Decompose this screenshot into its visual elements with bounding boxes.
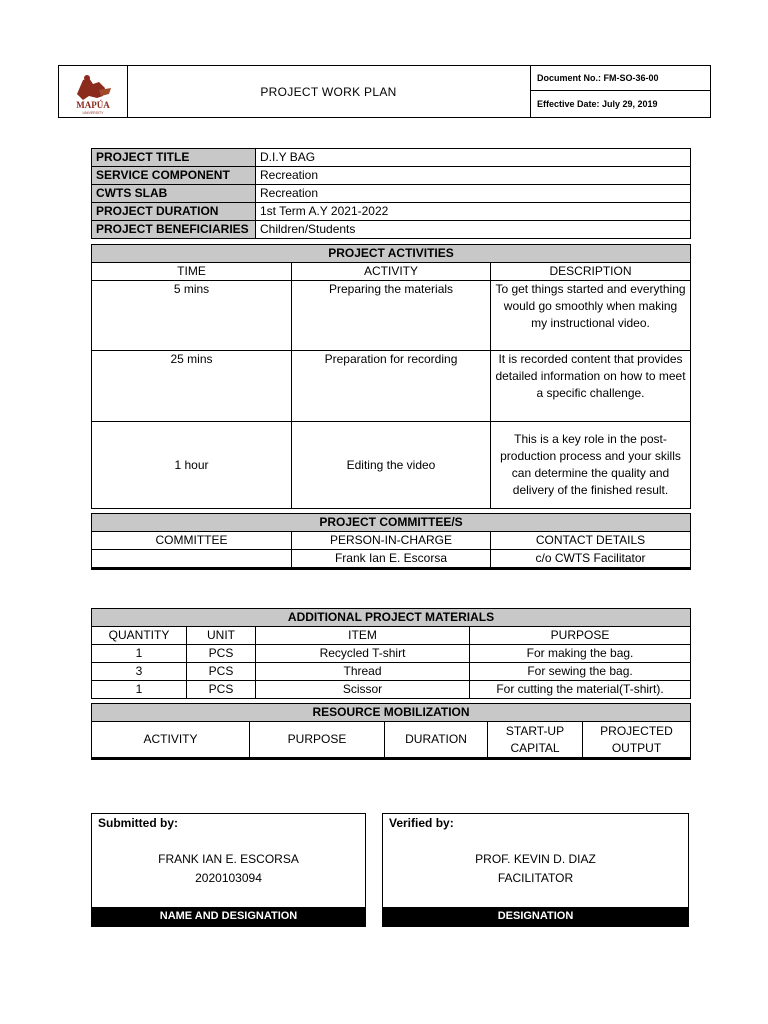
committee-header-committee: COMMITTEE xyxy=(92,532,292,550)
committee-person: Frank Ian E. Escorsa xyxy=(292,550,491,568)
info-label: CWTS SLAB xyxy=(92,185,256,203)
info-value: 1st Term A.Y 2021-2022 xyxy=(256,203,691,221)
resources-header-activity: ACTIVITY xyxy=(92,722,250,758)
submitted-by-box xyxy=(91,813,366,927)
materials-header-unit: UNIT xyxy=(187,627,256,645)
activities-title: PROJECT ACTIVITIES xyxy=(92,245,691,263)
verifier-name: PROF. KEVIN D. DIAZ xyxy=(475,852,596,866)
info-row xyxy=(92,149,691,167)
material-purpose: For cutting the material(T-shirt). xyxy=(470,681,691,699)
material-quantity: 1 xyxy=(92,645,187,663)
table-row xyxy=(92,645,691,663)
resources-header-capital: START-UP CAPITAL xyxy=(488,722,583,758)
page-title: PROJECT WORK PLAN xyxy=(260,84,397,99)
table-row xyxy=(92,281,691,351)
materials-header-quantity: QUANTITY xyxy=(92,627,187,645)
material-purpose: For making the bag. xyxy=(470,645,691,663)
project-info-table xyxy=(91,148,691,239)
materials-header-purpose: PURPOSE xyxy=(470,627,691,645)
resources-header-duration: DURATION xyxy=(385,722,488,758)
verified-by-box xyxy=(382,813,689,927)
info-value: Recreation xyxy=(256,185,691,203)
mapua-logo-icon xyxy=(59,66,127,117)
committee-header-contact: CONTACT DETAILS xyxy=(491,532,691,550)
table-row xyxy=(92,569,691,570)
material-purpose: For sewing the bag. xyxy=(470,663,691,681)
effective-date: Effective Date: July 29, 2019 xyxy=(537,99,658,109)
info-row xyxy=(92,221,691,239)
material-item: Scissor xyxy=(256,681,470,699)
material-quantity: 1 xyxy=(92,681,187,699)
activities-header-time: TIME xyxy=(92,263,292,281)
materials-header-item: ITEM xyxy=(256,627,470,645)
activity-description: This is a key role in the post-production process and your skills can determine the quality and delivery of the finished result. xyxy=(491,422,691,509)
activity-time: 5 mins xyxy=(92,281,292,351)
info-row xyxy=(92,167,691,185)
resources-header-output: PROJECTED OUTPUT xyxy=(583,722,691,758)
activity-name: Preparing the materials xyxy=(292,281,491,351)
activity-time: 1 hour xyxy=(92,422,292,509)
document-header xyxy=(58,65,711,118)
table-row xyxy=(92,351,691,422)
material-unit: PCS xyxy=(187,681,256,699)
submitter-id: 2020103094 xyxy=(195,871,262,885)
material-item: Recycled T-shirt xyxy=(256,645,470,663)
info-label: SERVICE COMPONENT xyxy=(92,167,256,185)
committee-title: PROJECT COMMITTEE/S xyxy=(92,514,691,532)
submitted-footer: NAME AND DESIGNATION xyxy=(92,907,365,926)
svg-text:UNIVERSITY: UNIVERSITY xyxy=(82,111,104,115)
material-quantity: 3 xyxy=(92,663,187,681)
activities-table xyxy=(91,244,691,509)
materials-table xyxy=(91,608,691,699)
activity-name: Preparation for recording xyxy=(292,351,491,422)
logo-cell xyxy=(59,66,128,117)
materials-title: ADDITIONAL PROJECT MATERIALS xyxy=(92,609,691,627)
svg-text:MAPÚA: MAPÚA xyxy=(76,100,110,110)
activity-description: To get things started and everything would go smoothly when making my instructional video. xyxy=(491,281,691,351)
info-value: Children/Students xyxy=(256,221,691,239)
table-row xyxy=(92,550,691,568)
submitted-by-label: Submitted by: xyxy=(98,816,178,830)
submitter-name: FRANK IAN E. ESCORSA xyxy=(158,852,299,866)
material-item: Thread xyxy=(256,663,470,681)
info-label: PROJECT TITLE xyxy=(92,149,256,167)
info-row xyxy=(92,203,691,221)
activity-name: Editing the video xyxy=(292,422,491,509)
table-row xyxy=(92,422,691,509)
committee-table xyxy=(91,513,691,570)
info-value: D.I.Y BAG xyxy=(256,149,691,167)
activities-header-activity: ACTIVITY xyxy=(292,263,491,281)
resources-table xyxy=(91,703,691,760)
committee-header-person: PERSON-IN-CHARGE xyxy=(292,532,491,550)
table-row xyxy=(92,663,691,681)
material-unit: PCS xyxy=(187,645,256,663)
activity-description: It is recorded content that provides detailed information on how to meet a specific challenge. xyxy=(491,351,691,422)
info-value: Recreation xyxy=(256,167,691,185)
document-number: Document No.: FM-SO-36-00 xyxy=(531,66,711,91)
verifier-role: FACILITATOR xyxy=(497,871,574,885)
committee-name xyxy=(92,550,292,568)
table-row xyxy=(92,681,691,699)
verified-by-label: Verified by: xyxy=(389,816,454,830)
activities-header-description: DESCRIPTION xyxy=(491,263,691,281)
resources-header-purpose: PURPOSE xyxy=(250,722,385,758)
verified-footer: DESIGNATION xyxy=(383,907,688,926)
activity-time: 25 mins xyxy=(92,351,292,422)
info-row xyxy=(92,185,691,203)
committee-contact: c/o CWTS Facilitator xyxy=(491,550,691,568)
document-info xyxy=(530,66,711,117)
info-label: PROJECT BENEFICIARIES xyxy=(92,221,256,239)
material-unit: PCS xyxy=(187,663,256,681)
resources-title: RESOURCE MOBILIZATION xyxy=(92,704,691,722)
table-row xyxy=(92,759,691,760)
info-label: PROJECT DURATION xyxy=(92,203,256,221)
